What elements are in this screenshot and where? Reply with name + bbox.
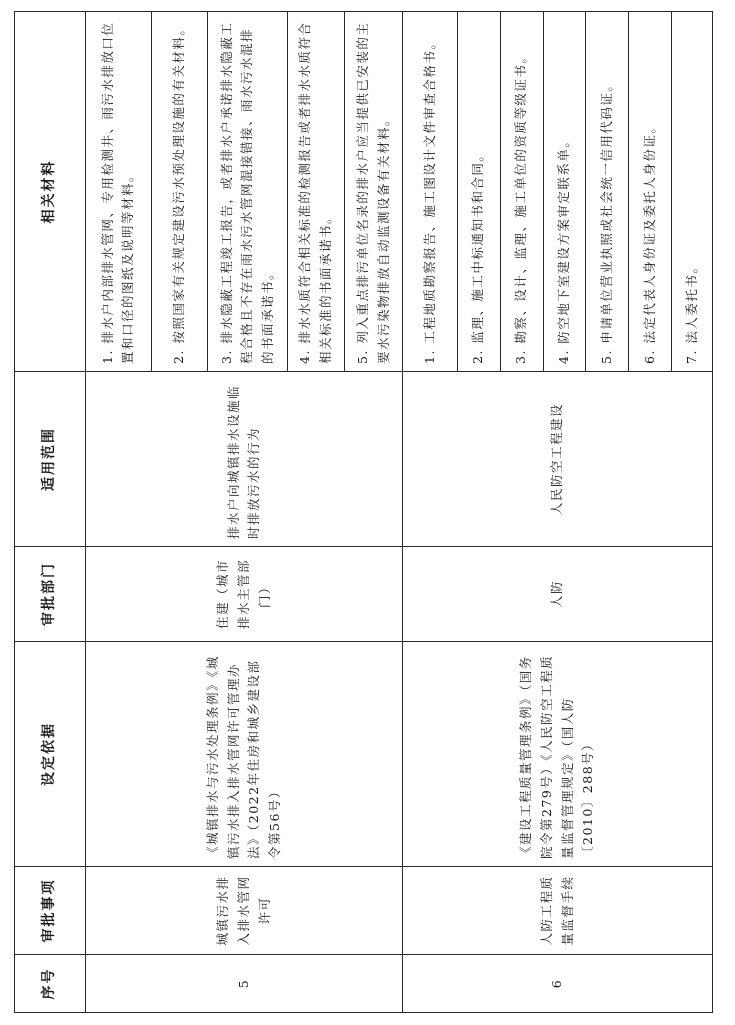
approval-table — [14, 11, 713, 1013]
dept-cell: 住建（城市排水主管部门） — [86, 547, 403, 642]
table-row — [86, 12, 152, 1013]
dept-cell: 人防 — [403, 547, 713, 642]
basis-cell: 《建设工程质量管理条例》（国务院令第279号）《人民防空工程质量监督管理规定》（国人防〔2010〕288号） — [403, 642, 713, 867]
header-dept: 审批部门 — [15, 547, 86, 642]
table-row — [403, 12, 457, 1013]
material-cell: 1. 排水户内部排水管网、专用检测井、雨污水排放口位置和口径的图纸及说明等材料。 — [86, 12, 152, 372]
basis-cell: 《城镇排水与污水处理条例》《城镇污水排入排水管网许可管理办法》（2022年住房和城乡建设部令第56号） — [86, 642, 403, 867]
material-cell: 2. 按照国家有关规定建设污水预处理设施的有关材料。 — [151, 12, 207, 372]
material-cell: 4. 排水水质符合相关标准的检测报告或者排水水质符合相关标准的书面承诺书。 — [288, 12, 345, 372]
header-item: 审批事项 — [15, 867, 86, 955]
material-cell: 5. 列入重点排污单位名录的排水户应当提供已安装的主要水污染物排放自动监测设备有关材料。 — [344, 12, 403, 372]
seq-cell: 6 — [403, 955, 713, 1013]
header-basis: 设定依据 — [15, 642, 86, 867]
seq-cell: 5 — [86, 955, 403, 1013]
material-cell: 1. 工程地质勘察报告、施工图设计文件审查合格书。 — [403, 12, 457, 372]
header-scope: 适用范围 — [15, 372, 86, 547]
material-cell: 3. 排水隐蔽工程竣工报告，或者排水户承诺排水隐蔽工程合格且不存在雨水污水管网混接错接、雨水污水混排的书面承诺书。 — [207, 12, 287, 372]
scope-cell: 人民防空工程建设 — [403, 372, 713, 547]
item-cell: 人防工程质量监督手续 — [403, 867, 713, 955]
header-row — [15, 12, 86, 1013]
material-cell: 7. 法人委托书。 — [672, 12, 713, 372]
material-cell: 6. 法定代表人身份证及委托人身份证。 — [629, 12, 672, 372]
material-cell: 2. 监理、施工中标通知书和合同。 — [457, 12, 500, 372]
header-seq: 序号 — [15, 955, 86, 1013]
material-cell: 5. 申请单位营业执照或社会统一信用代码证。 — [586, 12, 629, 372]
scope-cell: 排水户向城镇排水设施临时排放污水的行为 — [86, 372, 403, 547]
material-cell: 3. 勘察、设计、监理、施工单位的资质等级证书。 — [500, 12, 543, 372]
item-cell: 城镇污水排入排水管网许可 — [86, 867, 403, 955]
material-cell: 4. 防空地下室建设方案审定联系单。 — [543, 12, 586, 372]
header-materials: 相关材料 — [15, 12, 86, 372]
